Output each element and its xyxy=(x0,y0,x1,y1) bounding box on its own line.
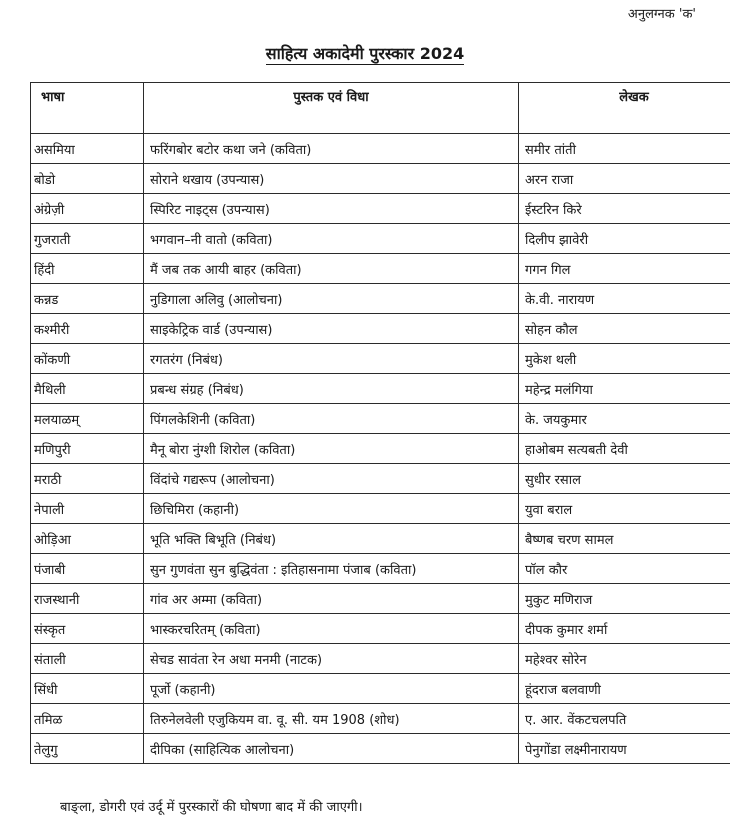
table-row xyxy=(31,314,730,344)
cell-book: सेचड सावंता रेन अधा मनमी (नाटक) xyxy=(144,644,519,674)
cell-author: सोहन कौल xyxy=(519,314,730,344)
cell-language: अंग्रेज़ी xyxy=(31,194,144,224)
table-header xyxy=(31,83,730,134)
cell-language: नेपाली xyxy=(31,494,144,524)
document-title-text: साहित्य अकादेमी पुरस्कार 2024 xyxy=(265,44,465,63)
footnote: बाङ्ला, डोगरी एवं उर्दू में पुरस्कारों की घोषणा बाद में की जाएगी। xyxy=(60,800,363,815)
table-row xyxy=(31,524,730,554)
cell-author: मुकेश थली xyxy=(519,344,730,374)
cell-author: सुधीर रसाल xyxy=(519,464,730,494)
header-book: पुस्तक एवं विधा xyxy=(144,83,519,134)
awards-table xyxy=(30,82,730,764)
cell-book: दीपिका (साहित्यिक आलोचना) xyxy=(144,734,519,764)
cell-author: दिलीप झावेरी xyxy=(519,224,730,254)
cell-book: मैं जब तक आयी बाहर (कविता) xyxy=(144,254,519,284)
cell-language: मणिपुरी xyxy=(31,434,144,464)
cell-author: ईस्टरिन किरे xyxy=(519,194,730,224)
cell-book: पूर्जो (कहानी) xyxy=(144,674,519,704)
cell-book: सोराने थखाय (उपन्यास) xyxy=(144,164,519,194)
cell-language: मराठी xyxy=(31,464,144,494)
cell-book: भास्करचरितम् (कविता) xyxy=(144,614,519,644)
table-row xyxy=(31,614,730,644)
cell-author: के.वी. नारायण xyxy=(519,284,730,314)
cell-author: समीर तांती xyxy=(519,134,730,164)
cell-book: मैनू बोरा नुंग्शी शिरोल (कविता) xyxy=(144,434,519,464)
cell-language: मलयाळम् xyxy=(31,404,144,434)
cell-author: के. जयकुमार xyxy=(519,404,730,434)
table-row xyxy=(31,194,730,224)
cell-author: युवा बराल xyxy=(519,494,730,524)
cell-language: हिंदी xyxy=(31,254,144,284)
table-row xyxy=(31,704,730,734)
table-row xyxy=(31,164,730,194)
cell-language: गुजराती xyxy=(31,224,144,254)
cell-book: छिचिमिरा (कहानी) xyxy=(144,494,519,524)
cell-author: गगन गिल xyxy=(519,254,730,284)
document-title xyxy=(0,42,730,64)
table-row xyxy=(31,464,730,494)
cell-author: हूंदराज बलवाणी xyxy=(519,674,730,704)
cell-book: फरिंगबोर बटोर कथा जने (कविता) xyxy=(144,134,519,164)
table-row xyxy=(31,674,730,704)
cell-book: साइकेट्रिक वार्ड (उपन्यास) xyxy=(144,314,519,344)
header-row xyxy=(31,83,730,134)
cell-language: कश्मीरी xyxy=(31,314,144,344)
cell-author: महेश्वर सोरेन xyxy=(519,644,730,674)
table-body xyxy=(31,134,730,764)
cell-language: असमिया xyxy=(31,134,144,164)
cell-language: सिंधी xyxy=(31,674,144,704)
header-language: भाषा xyxy=(31,83,144,134)
cell-book: स्पिरिट नाइट्स (उपन्यास) xyxy=(144,194,519,224)
cell-language: ओड़िआ xyxy=(31,524,144,554)
cell-author: बैष्णब चरण सामल xyxy=(519,524,730,554)
cell-language: मैथिली xyxy=(31,374,144,404)
annexure-label: अनुलग्नक 'क' xyxy=(627,7,696,22)
cell-language: संस्कृत xyxy=(31,614,144,644)
table-row xyxy=(31,644,730,674)
cell-language: पंजाबी xyxy=(31,554,144,584)
cell-author: महेन्द्र मलंगिया xyxy=(519,374,730,404)
cell-language: राजस्थानी xyxy=(31,584,144,614)
cell-book: सुन गुणवंता सुन बुद्धिवंता : इतिहासनामा पंजाब (कविता) xyxy=(144,554,519,584)
cell-book: भगवान–नी वातो (कविता) xyxy=(144,224,519,254)
table-row xyxy=(31,494,730,524)
cell-language: संताली xyxy=(31,644,144,674)
cell-author: अरन राजा xyxy=(519,164,730,194)
cell-book: रगतरंग (निबंध) xyxy=(144,344,519,374)
table-row xyxy=(31,254,730,284)
cell-book: प्रबन्ध संग्रह (निबंध) xyxy=(144,374,519,404)
cell-author: हाओबम सत्यबती देवी xyxy=(519,434,730,464)
table-row xyxy=(31,584,730,614)
table-row xyxy=(31,284,730,314)
table-row xyxy=(31,434,730,464)
cell-language: तेलुगु xyxy=(31,734,144,764)
table-row xyxy=(31,134,730,164)
cell-language: बोडो xyxy=(31,164,144,194)
cell-language: तमिळ xyxy=(31,704,144,734)
table-row xyxy=(31,344,730,374)
cell-language: कन्नड xyxy=(31,284,144,314)
table-row xyxy=(31,224,730,254)
header-author: लेखक xyxy=(519,83,730,134)
cell-book: भूति भक्ति बिभूति (निबंध) xyxy=(144,524,519,554)
cell-author: ए. आर. वेंकटचलपति xyxy=(519,704,730,734)
cell-book: पिंगलकेशिनी (कविता) xyxy=(144,404,519,434)
cell-book: नुडिगाला अलिवु (आलोचना) xyxy=(144,284,519,314)
cell-author: मुकुट मणिराज xyxy=(519,584,730,614)
cell-author: पेनुगोंडा लक्ष्मीनारायण xyxy=(519,734,730,764)
cell-book: तिरुनेलवेली एजुकियम वा. वू. सी. यम 1908 (शोध) xyxy=(144,704,519,734)
cell-book: विंदांचे गद्यरूप (आलोचना) xyxy=(144,464,519,494)
cell-author: पॉल कौर xyxy=(519,554,730,584)
cell-author: दीपक कुमार शर्मा xyxy=(519,614,730,644)
table-row xyxy=(31,404,730,434)
table-row xyxy=(31,734,730,764)
table-row xyxy=(31,374,730,404)
cell-language: कोंकणी xyxy=(31,344,144,374)
cell-book: गांव अर अम्मा (कविता) xyxy=(144,584,519,614)
table-row xyxy=(31,554,730,584)
